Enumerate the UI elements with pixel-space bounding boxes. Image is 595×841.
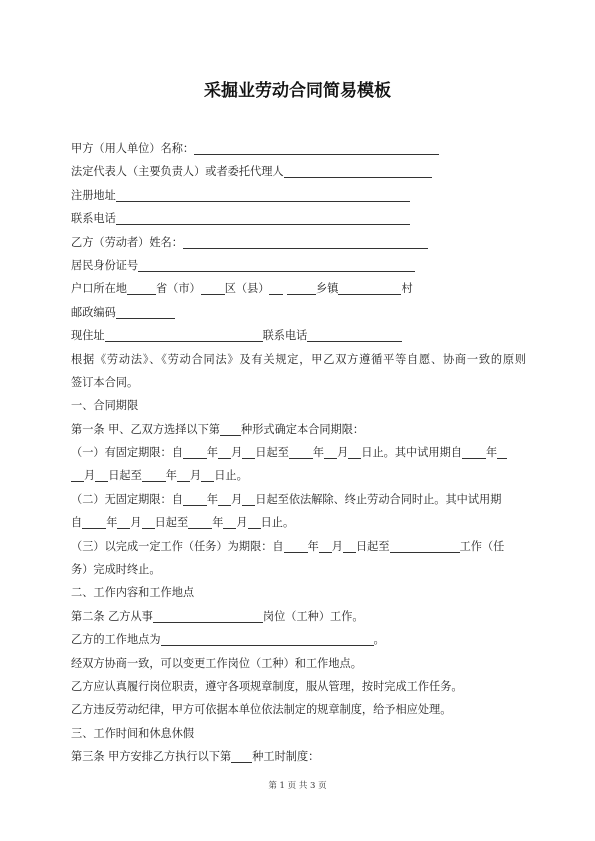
probation-end-month[interactable]: [177, 467, 190, 482]
fixed-end-year[interactable]: [289, 444, 313, 459]
open-probation-end-month[interactable]: [223, 514, 236, 529]
district-blank[interactable]: [201, 280, 225, 295]
reg-address-blank[interactable]: [116, 187, 410, 202]
fixed2-month-2: 月: [189, 469, 202, 483]
fixed2-until: 日起至: [108, 469, 142, 483]
party-b-name-line: [71, 231, 526, 254]
village-label: 村: [401, 282, 413, 296]
change-line: 经双方协商一致，可以变更工作岗位（工种）和工作地点。: [71, 656, 362, 670]
probation-start-month[interactable]: [497, 444, 507, 459]
district-label: 区（县）: [224, 282, 270, 296]
section-2-heading: 二、工作内容和工作地点: [71, 586, 195, 600]
township-blank[interactable]: [287, 280, 316, 295]
article-3-text-b: 种工时制度：: [252, 750, 320, 764]
open2-end: 日止。: [260, 516, 295, 530]
basis-line-1: 根据《劳动法》、《劳动合同法》及有关规定，甲乙双方遵循平等自愿、协商一致的原则: [71, 352, 526, 366]
article-3-text-a: 第三条 甲方安排乙方执行以下第: [71, 750, 232, 764]
open-probation-end-year[interactable]: [188, 514, 212, 529]
basis-line-2: 签订本合同。: [71, 375, 139, 389]
probation-start-year[interactable]: [462, 444, 486, 459]
workplace-period: 。: [373, 633, 385, 647]
legal-rep-line: [71, 160, 526, 183]
fixed-start-month[interactable]: [218, 444, 231, 459]
fixed-start-day[interactable]: [242, 444, 255, 459]
id-number-line: [71, 254, 526, 277]
task-start-day[interactable]: [343, 538, 356, 553]
page-footer: 第 1 页 共 3 页: [268, 781, 327, 791]
fixed-month-2: 月: [337, 446, 349, 460]
party-a-name-line: [71, 137, 526, 160]
open2-month: 月: [130, 516, 142, 530]
party-b-name-label: 乙方（劳动者）姓名：: [71, 235, 183, 249]
legal-rep-label: 法定代表人（主要负责人）或者委托代理人: [71, 165, 284, 179]
open-term-label: （二）无固定期限：自: [71, 492, 183, 506]
current-phone-label: 联系电话: [262, 329, 308, 343]
task-work: 工作（任: [459, 539, 505, 553]
legal-rep-blank[interactable]: [284, 163, 432, 178]
contract-body: [71, 137, 526, 769]
open-month: 月: [231, 492, 243, 506]
phone-line: [71, 207, 526, 230]
job-post-blank[interactable]: [153, 608, 263, 623]
open-year: 年: [206, 492, 219, 506]
probation-start-day[interactable]: [95, 467, 108, 482]
current-phone-blank[interactable]: [307, 327, 402, 342]
district-extra-blank[interactable]: [269, 280, 283, 295]
open-probation-start-day[interactable]: [142, 514, 155, 529]
open2-year: 年: [106, 516, 118, 530]
party-a-name-label: 甲方（用人单位）名称：: [71, 142, 195, 155]
open-start-year[interactable]: [183, 491, 207, 506]
task-term-line-2: 务）完成时终止。: [71, 563, 161, 577]
township-label: 乡镇: [316, 282, 339, 296]
postcode-line: [71, 301, 526, 324]
article-2: [71, 605, 526, 628]
current-address-label: 现住址: [71, 329, 105, 343]
discipline-line: 乙方违反劳动纪律，甲方可依据本单位依法制定的规章制度，给予相应处理。: [71, 703, 452, 717]
page-title: 采掘业劳动合同简易模板: [204, 81, 391, 101]
id-number-label: 居民身份证号: [71, 258, 139, 272]
hukou-line: [71, 277, 526, 300]
fixed-term-line-2: [71, 464, 526, 487]
id-number-blank[interactable]: [138, 257, 415, 272]
open-rest: 日起至依法解除、终止劳动合同时止。其中试用期: [255, 492, 502, 506]
fixed-until-1: 日起至: [255, 446, 289, 460]
task-name-blank[interactable]: [390, 538, 460, 553]
current-address-blank[interactable]: [105, 327, 263, 342]
duty-line: 乙方应认真履行岗位职责，遵守各项规章制度，服从管理，按时完成工作任务。: [71, 679, 463, 693]
open-start-day[interactable]: [242, 491, 255, 506]
task-month: 月: [331, 539, 343, 553]
reg-address-line: [71, 184, 526, 207]
open2-from: 自: [71, 516, 83, 530]
open2-until: 日起至: [154, 516, 189, 530]
party-a-name-blank[interactable]: [194, 140, 439, 155]
task-start-month[interactable]: [319, 538, 332, 553]
fixed-end-month[interactable]: [324, 444, 337, 459]
task-term-label: （三）以完成一定工作（任务）为期限：自: [71, 539, 284, 553]
task-year: 年: [307, 539, 319, 553]
fixed2-year: 年: [165, 469, 177, 483]
fixed-term-label: （一）有固定期限：自: [71, 446, 183, 460]
section-3-heading: 三、工作时间和休息休假: [71, 726, 195, 740]
task-start-year[interactable]: [284, 538, 308, 553]
article-1: [71, 418, 526, 441]
open-term-line-1: [71, 488, 526, 511]
postcode-blank[interactable]: [116, 304, 175, 319]
hukou-label: 户口所在地: [71, 282, 127, 296]
fixed-year-1: 年: [206, 446, 219, 460]
fixed-probation-label: 日止。其中试用期自: [361, 446, 462, 460]
phone-blank[interactable]: [116, 210, 410, 225]
probation-end-day[interactable]: [201, 467, 214, 482]
open-probation-end-day[interactable]: [248, 514, 261, 529]
article-2-text-b: 岗位（工种）工作。: [262, 609, 364, 623]
province-blank[interactable]: [127, 280, 156, 295]
open2-month-2: 月: [236, 516, 248, 530]
fixed-year-3: 年: [485, 446, 498, 460]
task-until: 日起至: [355, 539, 390, 553]
fixed2-end: 日止。: [214, 469, 248, 483]
reg-address-label: 注册地址: [71, 188, 116, 202]
article-1-blank[interactable]: [220, 421, 241, 436]
probation-start-month-cont[interactable]: [71, 467, 84, 482]
workplace-blank[interactable]: [161, 631, 374, 646]
section-1-heading: 一、合同期限: [71, 399, 139, 413]
probation-end-year[interactable]: [142, 467, 166, 482]
open-term-line-2: [71, 511, 526, 534]
party-b-name-blank[interactable]: [183, 234, 428, 249]
open-probation-start-year[interactable]: [82, 514, 106, 529]
phone-label: 联系电话: [71, 212, 116, 226]
fixed-year-2: 年: [312, 446, 325, 460]
fixed2-month: 月: [84, 469, 96, 483]
open2-year-2: 年: [212, 516, 224, 530]
workplace-label: 乙方的工作地点为: [71, 633, 161, 647]
article-3-blank[interactable]: [231, 748, 252, 763]
article-3: [71, 745, 526, 768]
fixed-month-1: 月: [231, 446, 243, 460]
article-1-text-a: 第一条 甲、乙双方选择以下第: [71, 422, 220, 436]
current-address-line: [71, 324, 526, 347]
village-blank[interactable]: [338, 280, 401, 295]
postcode-label: 邮政编码: [71, 305, 116, 319]
open-probation-start-month[interactable]: [117, 514, 130, 529]
fixed-start-year[interactable]: [183, 444, 207, 459]
task-term-line-1: [71, 535, 526, 558]
article-2-text-a: 第二条 乙方从事: [71, 609, 153, 623]
province-label: 省（市）: [155, 282, 201, 296]
open-start-month[interactable]: [218, 491, 231, 506]
article-1-text-b: 种形式确定本合同期限：: [241, 422, 365, 436]
fixed-end-day[interactable]: [348, 444, 361, 459]
workplace-line: [71, 628, 526, 651]
fixed-term-line-1: [71, 441, 526, 464]
